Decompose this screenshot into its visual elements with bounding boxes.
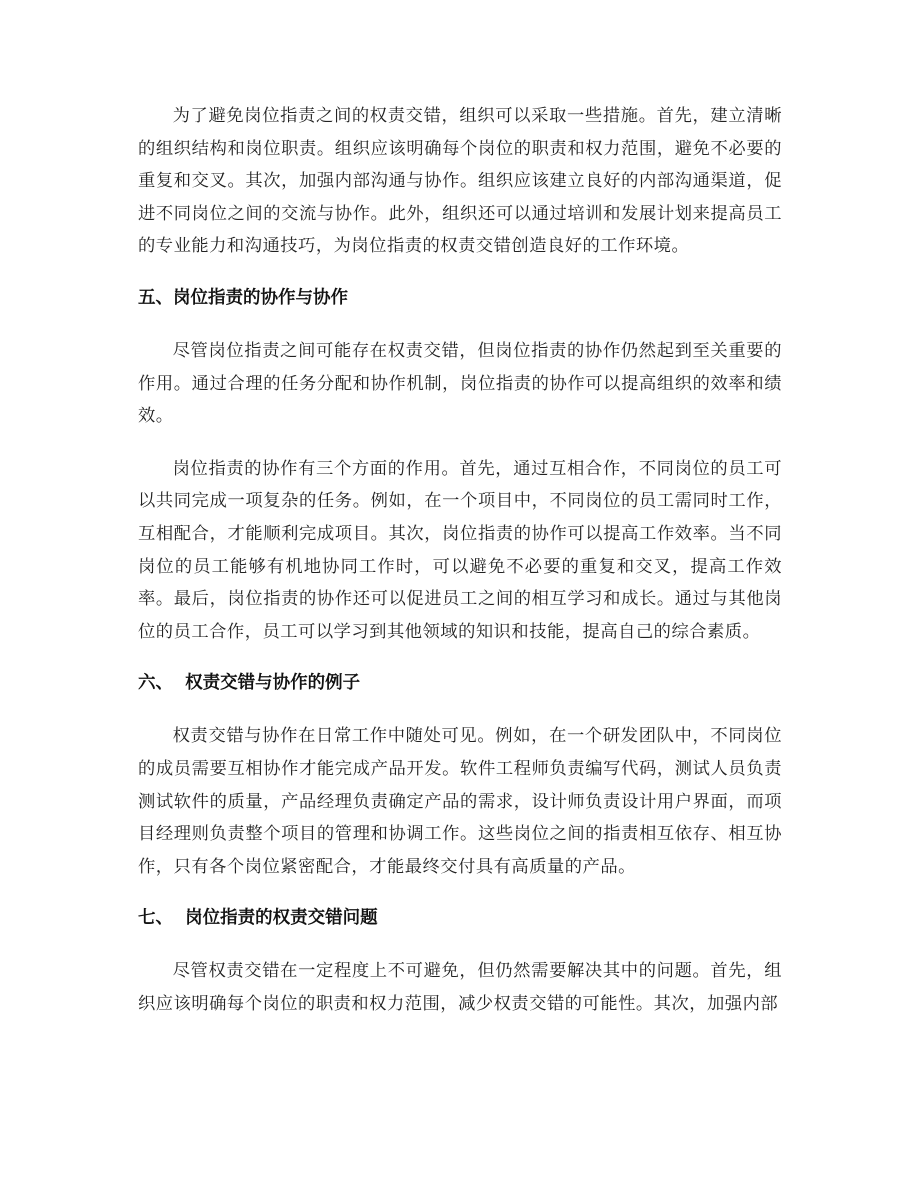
paragraph-collaboration-effects: 岗位指责的协作有三个方面的作用。首先，通过互相合作，不同岗位的员工可以共同完成一项复杂的任务。例如，在一个项目中，不同岗位的员工需同时工作，互相配合，才能顺利完成项目。其次，岗位指责的协作可以提高工作效率。当不同岗位的员工能够有机地协同工作时，可以避免不必要的重复和交叉，提高工作效率。最后，岗位指责的协作还可以促进员工之间的相互学习和成长。通过与其他岗位的员工合作，员工可以学习到其他领域的知识和技能，提高自己的综合素质。	[138, 458, 782, 642]
paragraph-measures: 为了避免岗位指责之间的权责交错，组织可以采取一些措施。首先，建立清晰的组织结构和岗位职责。组织应该明确每个岗位的职责和权力范围，避免不必要的重复和交叉。其次，加强内部沟通与协作。组织应该建立良好的内部沟通渠道，促进不同岗位之间的交流与协作。此外，组织还可以通过培训和发展计划来提高员工的专业能力和沟通技巧，为岗位指责的权责交错创造良好的工作环境。	[138, 106, 782, 257]
section-heading-5: 五、岗位指责的协作与协作	[138, 287, 348, 308]
section-heading-6: 六、 权责交错与协作的例子	[138, 673, 361, 694]
paragraph-problems: 尽管权责交错在一定程度上不可避免，但仍然需要解决其中的问题。首先，组织应该明确每个岗位的职责和权力范围，减少权责交错的可能性。其次，加强内部	[138, 961, 782, 1014]
paragraph-example: 权责交错与协作在日常工作中随处可见。例如，在一个研发团队中，不同岗位的成员需要互相协作才能完成产品开发。软件工程师负责编写代码，测试人员负责测试软件的质量，产品经理负责确定产品的需求，设计师负责设计用户界面，而项目经理则负责整个项目的管理和协调工作。这些岗位之间的指责相互依存、相互协作，只有各个岗位紧密配合，才能最终交付具有高质量的产品。	[138, 726, 782, 877]
section-heading-7: 七、 岗位指责的权责交错问题	[138, 908, 378, 929]
paragraph-collaboration-importance: 尽管岗位指责之间可能存在权责交错，但岗位指责的协作仍然起到至关重要的作用。通过合理的任务分配和协作机制，岗位指责的协作可以提高组织的效率和绩效。	[138, 340, 782, 427]
